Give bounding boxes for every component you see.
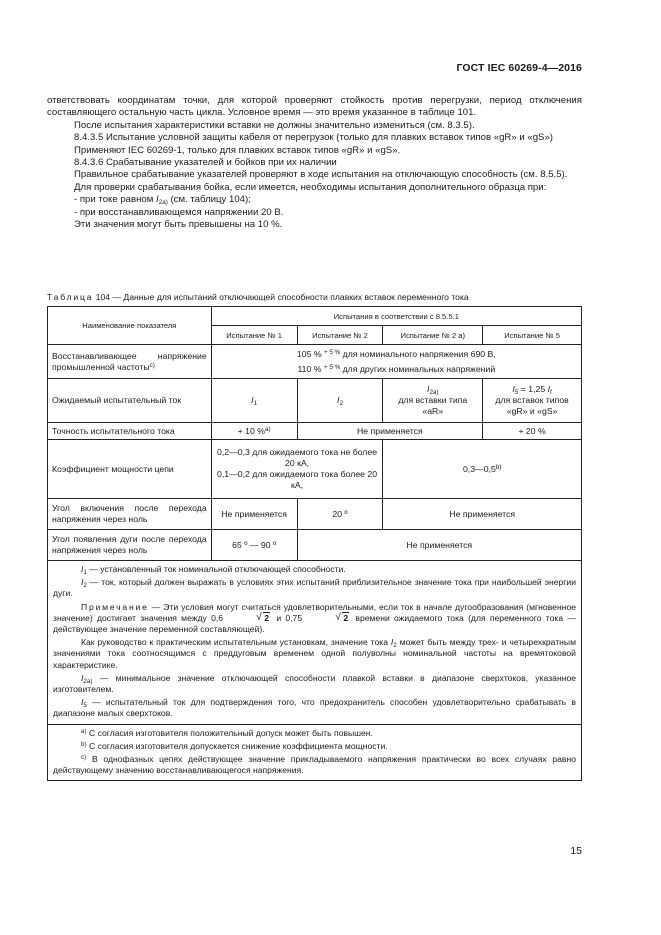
table-row [48, 345, 582, 379]
table-cell: $I_{2a)}$ для вставки типа «aR» [383, 379, 483, 423]
note-item: $I_1$ — установленный ток номинальной отключающей способности. [81, 564, 346, 576]
table-cell: $I_5 = 1,25$ $I_f$ для вставок типов «gR» и «gS» [483, 379, 582, 423]
list-item: - при восстанавливающемся напряжении 20 В. [74, 206, 284, 218]
header-param: Наименование показателя [48, 307, 212, 345]
header-col-2: Испытание № 2 [297, 326, 383, 345]
note-item: Примечание — Эти условия могут считаться удовлетворительными, если ток в начале дугообразования (мгновенное значение) достигает значения между 0,6 √ 2 и 0,75 √ 2 времени ожидаемого тока (для переменного тока — действующее значение переменной составляющей). [53, 601, 576, 635]
table-cell: 20 º [297, 499, 383, 530]
sqrt-symbol: √ 2 [335, 611, 349, 623]
document-header: ГОСТ IEC 60269-4—2016 [456, 62, 582, 74]
table-cell: Не применяется [297, 530, 581, 561]
paragraph: Применяют IEC 60269-1, только для плавких вставок типов «gR» и «gS». [74, 144, 401, 156]
body-text [47, 95, 582, 231]
table-cell: 0,2—0,3 для ожидаемого тока не более 20 кА, 0,1—0,2 для ожидаемого тока более 20 кА, [211, 440, 383, 499]
footnote-item: $^{c)}$ В однофазных цепях действующее значение прикладываемого напряжения практически во всех случаях равно действующему значению восстанавливающегося напряжения. [53, 754, 576, 776]
footnote-item: $^{a)}$ С согласия изготовителя положительный допуск может быть повышен. [81, 727, 373, 738]
table-cell: 0,3—0,5$^{b)}$ [383, 440, 582, 499]
data-table [47, 306, 582, 781]
table-footnotes [48, 724, 582, 781]
row-label: Угол появления дуги после перехода напряжения через ноль [48, 530, 212, 561]
table-row [48, 423, 582, 440]
note-item: Как руководство к практическим испытательным установкам, значение тока $I_2$ может быть между трех- и четырехкратным значениями тока соотносящимся с преддуговым временем одной полуволны номинальной частоты на времятоковой характеристике. [53, 637, 576, 670]
table-row [48, 499, 582, 530]
table-cell: 105 % $^{+ 5 \%}$ для номинального напряжения 690 В, 110 % $^{+ 5 \%}$ для других номинальных напряжений [211, 345, 581, 379]
paragraph: Для проверки срабатывания бойка, если имеется, необходимы испытания дополнительного образца при: [74, 181, 547, 193]
table-row [48, 440, 582, 499]
row-label: Угол включения после перехода напряжения через ноль [48, 499, 212, 530]
table-row [48, 530, 582, 561]
header-group: Испытания в соответствии с 8.5.5.1 [211, 307, 581, 326]
paragraph: После испытания характеристики вставки не должны значительно измениться (см. 8.3.5). [74, 119, 475, 131]
table-cell: Не применяется [297, 423, 483, 440]
row-label: Ожидаемый испытательный ток [48, 379, 212, 423]
header-col-3: Испытание № 2 а) [383, 326, 483, 345]
table-cell: Не применяется [383, 499, 582, 530]
table-notes [48, 561, 582, 725]
table-cell: Не применяется [211, 499, 297, 530]
table-caption: Таблица 104 — Данные для испытаний отключающей способности плавких вставок переменного тока [47, 292, 469, 302]
clause-heading: 8.4.3.5 Испытание условной защиты кабеля от перегрузок (только для плавких вставок типов «gR» и «gS») [74, 132, 553, 144]
list-item: - при токе равном $I_{2a)}$ (см. таблицу 104); [74, 194, 251, 207]
row-label: Точность испытательного тока [48, 423, 212, 440]
table-cell: + 10 %$^{a)}$ [211, 423, 297, 440]
paragraph: Эти значения могут быть превышены на 10 %. [74, 219, 283, 231]
note-item: $I_5$ — испытательный ток для подтверждения того, что предохранитель способен удовлетворительно срабатывать в диапазоне малых сверхтоков. [53, 697, 576, 719]
footnotes-row [48, 724, 582, 781]
page-number: 15 [570, 845, 582, 857]
sqrt-symbol: √ 2 [256, 611, 270, 623]
note-item: $I_2$ — ток, который должен выражать в условиях этих испытаний приблизительное значение тока при наибольшей энергии дуги. [53, 577, 576, 599]
table-cell: $I_1$ [211, 379, 297, 423]
header-col-1: Испытание № 1 [211, 326, 297, 345]
notes-row [48, 561, 582, 725]
note-item: $I_{2a)}$ — минимальное значение отключающей способности плавкой вставки в диапазоне сверхтоков, указанное изготовителем. [53, 672, 576, 695]
header-col-4: Испытание № 5 [483, 326, 582, 345]
clause-heading: 8.4.3.6 Срабатывание указателей и бойков при их наличии [74, 157, 337, 169]
footnote-item: $^{b)}$ С согласия изготовителя допускается снижение коэффициента мощности. [81, 740, 388, 751]
table-cell: 65 º — 90 º [211, 530, 297, 561]
paragraph: Правильное срабатывание указателей проверяют в ходе испытания на отключающую способность (см. 8.5.5). [74, 169, 568, 181]
row-label: Коэффициент мощности цепи [48, 440, 212, 499]
row-label: Восстанавливающее напряжение промышленной частоты$^{c)}$ [48, 345, 212, 379]
table-cell: $I_2$ [297, 379, 383, 423]
table-row [48, 379, 582, 423]
paragraph: ответствовать координатам точки, для которой проверяют стойкость против перегрузки, период отключения составляющего остальную часть цикла. Условное время — это время указанное в таблице 101. [47, 95, 582, 119]
table-cell: + 20 % [483, 423, 582, 440]
